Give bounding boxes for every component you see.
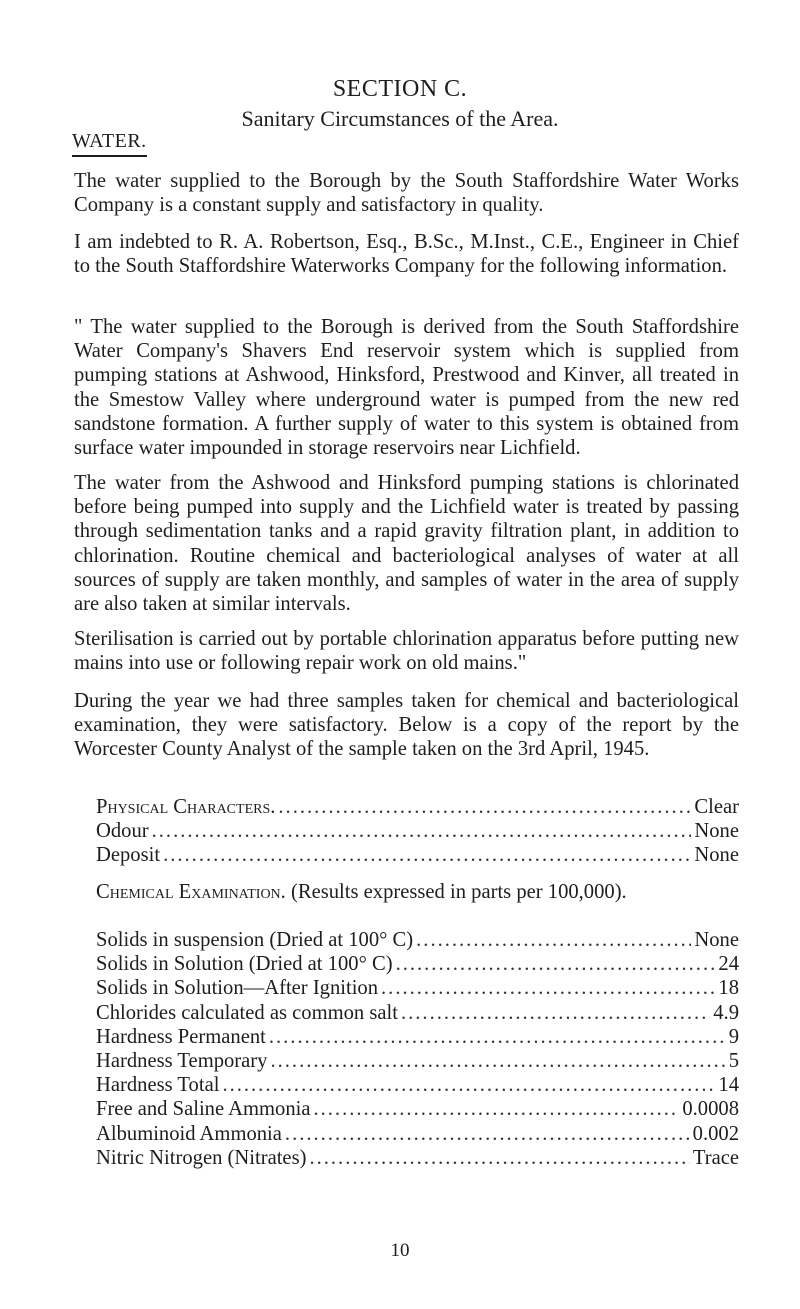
result-value: 4.9 (713, 1001, 739, 1024)
page-number: 10 (390, 1240, 410, 1261)
result-label: Free and Saline Ammonia (96, 1098, 311, 1121)
dot-leader (285, 1122, 690, 1146)
result-value: 0.0008 (682, 1098, 739, 1121)
result-value: Clear (694, 796, 739, 818)
dot-leader (381, 976, 715, 1000)
result-label: Hardness Temporary (96, 1049, 268, 1072)
result-row (96, 843, 739, 867)
result-value: 18 (718, 977, 739, 1000)
result-value: None (694, 844, 739, 867)
result-value: 24 (718, 953, 739, 976)
result-value: Trace (692, 1146, 739, 1169)
result-value: 14 (718, 1074, 739, 1097)
result-value: 9 (728, 1025, 739, 1048)
paragraph: I am indebted to R. A. Robertson, Esq., B.Sc., M.Inst., C.E., Engineer in Chief to the South Staffordshire Waterworks Company for the following information. (74, 231, 739, 278)
result-row (96, 1146, 739, 1170)
paragraph: Sterilisation is carried out by portable chlorination apparatus before putting new mains into use or following repair work on old mains." (74, 628, 739, 675)
result-label: Hardness Permanent (96, 1025, 266, 1048)
result-label: Deposit (96, 844, 161, 867)
result-row (96, 1025, 739, 1049)
result-label: Nitric Nitrogen (Nitrates) (96, 1146, 307, 1169)
physical-characters-list (96, 795, 739, 868)
dot-leader (401, 1001, 710, 1025)
chemical-title: Chemical Examination. (96, 881, 286, 903)
dot-leader (396, 952, 716, 976)
result-row (96, 1049, 739, 1073)
dot-leader (269, 1025, 726, 1049)
result-row (96, 819, 739, 843)
result-value: 5 (728, 1049, 739, 1072)
result-value: 0.002 (692, 1122, 739, 1145)
result-row (96, 952, 739, 976)
quoted-paragraph: " The water supplied to the Borough is derived from the South Staffordshire Water Company's Shavers End reservoir system which is supplied from pumping stations at Ashwood, Hinksford, Prestwood and Kinver, all treated in the Smestow Valley where underground water is pumped from the new red sandstone formation. A further supply of water to this system is obtained from surface water impounded in storage reservoirs near Lichfield. (74, 316, 739, 460)
result-row (96, 976, 739, 1000)
result-label: Solids in Solution (Dried at 100° C) (96, 953, 393, 976)
result-row (96, 795, 739, 819)
result-row (96, 1001, 739, 1025)
chemical-examination-heading (74, 880, 739, 904)
section-title: SECTION C. (332, 76, 468, 102)
dot-leader (152, 819, 692, 843)
paragraph: The water from the Ashwood and Hinksford pumping stations is chlorinated before being pumped into supply and the Lichfield water is treated by passing through sedimentation tanks and a rapid gravity filtration plant, in addition to chlorination. Routine chemical and bacteriological analyses of water at all sources of supply are taken monthly, and samples of water in the area of supply are also taken at similar intervals. (74, 472, 739, 616)
result-label: Solids in Solution—After Ignition (96, 977, 379, 1000)
section-subtitle: Sanitary Circumstances of the Area. (241, 106, 559, 131)
result-row (96, 1073, 739, 1097)
result-value: None (694, 929, 739, 951)
result-label: Solids in suspension (Dried at 100° C) (96, 929, 414, 951)
result-label: Physical Characters. (96, 796, 276, 818)
result-label: Hardness Total (96, 1074, 220, 1097)
chemical-results-list (96, 928, 739, 1170)
dot-leader (416, 928, 691, 952)
dot-leader (222, 1073, 715, 1097)
paragraph: The water supplied to the Borough by the South Staffordshire Water Works Company is a constant supply and satisfactory in quality. (74, 170, 739, 217)
water-heading: WATER. (72, 130, 147, 157)
chemical-note: (Results expressed in parts per 100,000). (290, 881, 627, 903)
result-value: None (694, 820, 739, 843)
result-label: Odour (96, 820, 149, 843)
paragraph: During the year we had three samples taken for chemical and bacteriological examination, they were satisfactory. Below is a copy of the report by the Worcester County Analyst of the sample taken on the 3rd April, 1945. (74, 690, 739, 761)
dot-leader (309, 1146, 689, 1170)
result-row (96, 928, 739, 952)
dot-leader (278, 795, 691, 819)
dot-leader (163, 843, 691, 867)
dot-leader (270, 1049, 725, 1073)
result-row (96, 1122, 739, 1146)
result-label: Chlorides calculated as common salt (96, 1001, 398, 1024)
result-row (96, 1097, 739, 1121)
dot-leader (313, 1097, 679, 1121)
result-label: Albuminoid Ammonia (96, 1122, 282, 1145)
